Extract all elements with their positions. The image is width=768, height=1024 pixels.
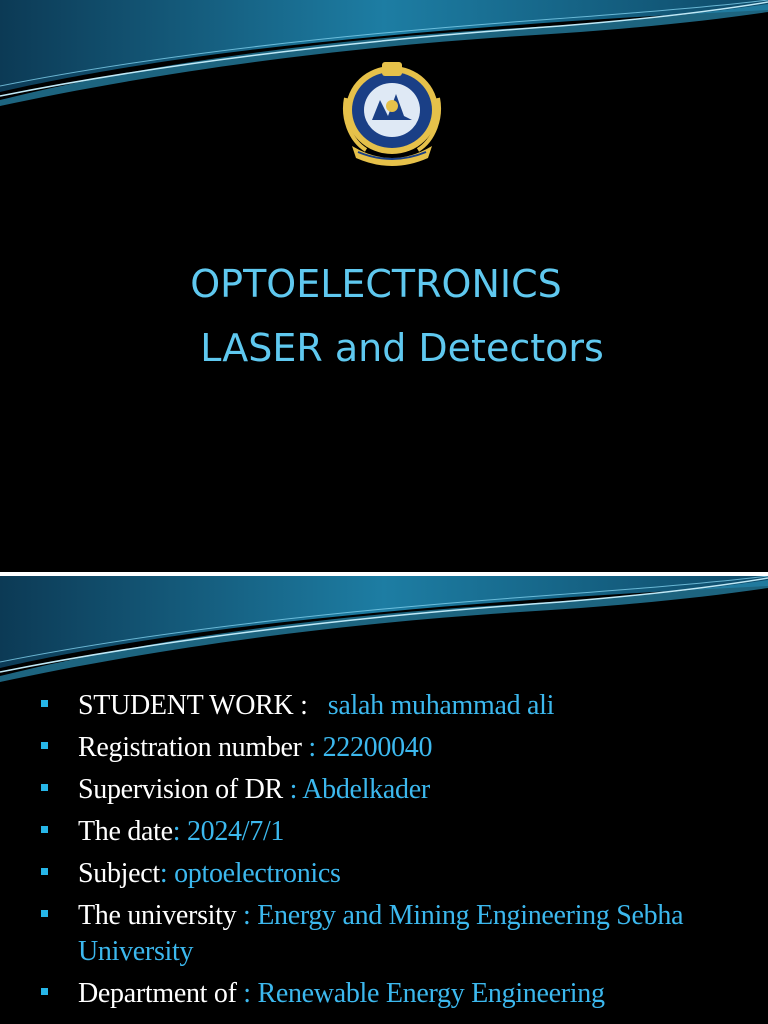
title-line-2: LASER and Detectors — [200, 326, 604, 370]
bullet-icon — [41, 826, 48, 833]
item-value: : 2024/7/1 — [172, 816, 285, 847]
bullet-icon — [41, 742, 48, 749]
list-item-university — [36, 898, 736, 970]
list-item-date — [36, 814, 736, 850]
list-item-supervision — [36, 772, 736, 808]
bullet-icon — [41, 784, 48, 791]
list-item-subject — [36, 856, 736, 892]
list-item-department — [36, 976, 736, 1012]
list-item-student — [36, 688, 736, 724]
item-label: The university — [78, 900, 237, 931]
list-item-registration — [36, 730, 736, 766]
bullet-icon — [41, 700, 48, 707]
item-label: Subject — [78, 858, 160, 889]
item-value: : Renewable Energy Engineering — [236, 978, 605, 1009]
item-label: The date — [78, 816, 173, 847]
item-label: STUDENT WORK : — [78, 690, 308, 721]
info-slide — [0, 576, 768, 1024]
item-label: Registration number — [78, 732, 302, 763]
item-value: : Energy and Mining Engineering Sebha University — [78, 900, 684, 967]
item-value: : optoelectronics — [159, 858, 341, 889]
item-label: Supervision of DR — [78, 774, 283, 805]
item-value: salah muhammad ali — [327, 690, 555, 721]
item-value: : 22200040 — [301, 732, 433, 763]
item-label: Department of — [78, 978, 237, 1009]
university-seal-icon — [332, 58, 452, 170]
bullet-icon — [41, 868, 48, 875]
item-value: : Abdelkader — [282, 774, 430, 805]
title-line-1: OPTOELECTRONICS — [190, 262, 562, 306]
wave-decoration — [0, 576, 768, 686]
bullet-icon — [41, 910, 48, 917]
info-list — [36, 688, 736, 1018]
bullet-icon — [41, 988, 48, 995]
